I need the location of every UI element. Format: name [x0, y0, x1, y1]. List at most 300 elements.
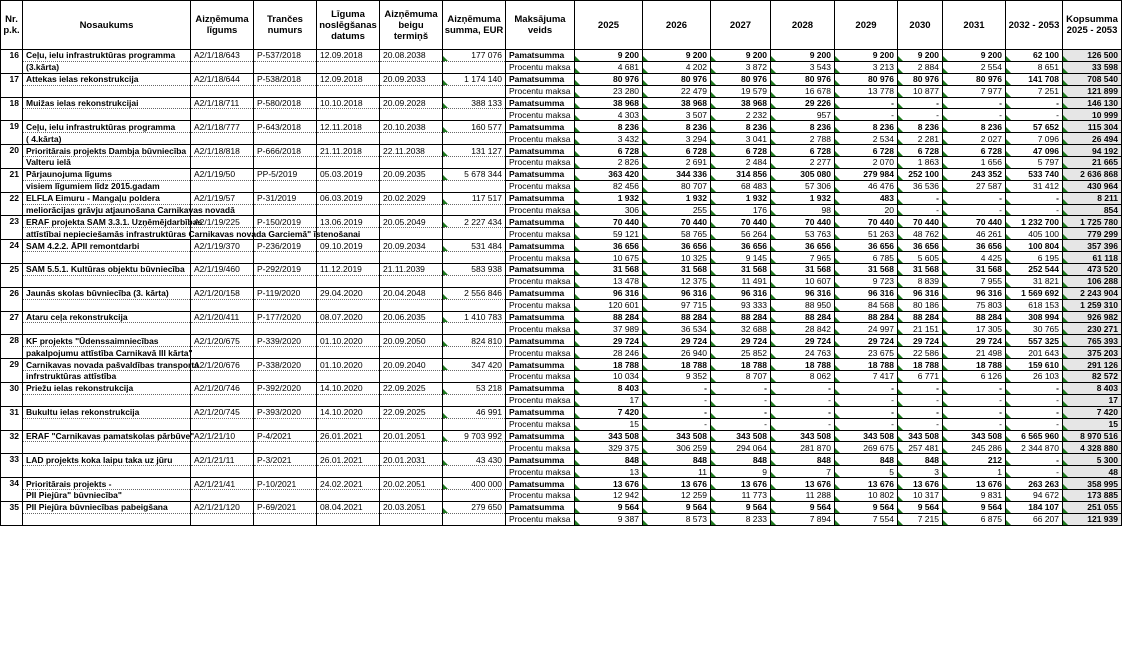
year-value: 26 940	[643, 347, 711, 359]
cell-indicator-icon	[1063, 353, 1068, 358]
year-value: 70 440	[771, 216, 835, 228]
cell-indicator-icon	[943, 353, 948, 358]
cell-indicator-icon	[643, 234, 648, 239]
cell-indicator-icon	[711, 341, 716, 346]
empty-cell	[443, 442, 506, 454]
year-value: 56 264	[711, 228, 771, 240]
year-value: 6 565 960	[1006, 430, 1063, 442]
year-value: 263 263	[1006, 478, 1063, 490]
loan-name-cont: infrstruktūras attīstība	[23, 371, 191, 383]
signed-date: 12.09.2018	[317, 50, 380, 62]
year-value: 7 977	[943, 85, 1006, 97]
year-value: 10 802	[835, 489, 898, 501]
loan-name: Prioritārais projekts -	[23, 478, 191, 490]
cell-indicator-icon	[835, 460, 840, 465]
cell-indicator-icon	[1063, 163, 1068, 168]
cell-indicator-icon	[443, 222, 448, 227]
year-value: -	[943, 394, 1006, 406]
cell-indicator-icon	[1063, 317, 1068, 322]
empty-cell	[254, 466, 317, 478]
year-value: 9	[711, 466, 771, 478]
cell-indicator-icon	[835, 151, 840, 156]
cell-indicator-icon	[771, 365, 776, 370]
cell-indicator-icon	[771, 234, 776, 239]
payment-type: Pamatsumma	[506, 145, 575, 157]
cell-indicator-icon	[771, 484, 776, 489]
signed-date: 01.10.2020	[317, 359, 380, 371]
empty-cell	[443, 180, 506, 192]
year-value: 80 976	[898, 73, 943, 85]
empty-cell	[254, 133, 317, 145]
empty-cell	[380, 489, 443, 501]
cell-indicator-icon	[643, 199, 648, 204]
loan-amount: 5 678 344	[443, 168, 506, 180]
year-value: 483	[835, 192, 898, 204]
total-value: 2 243 904	[1063, 287, 1122, 299]
year-value: 9 200	[711, 50, 771, 62]
row-number: 33	[1, 454, 23, 478]
year-value: 29 724	[711, 335, 771, 347]
year-value: -	[771, 394, 835, 406]
total-value: 121 939	[1063, 513, 1122, 525]
total-value: 10 999	[1063, 109, 1122, 121]
cell-indicator-icon	[1063, 115, 1068, 120]
table-row	[1, 489, 1122, 501]
year-value: 3 294	[643, 133, 711, 145]
cell-indicator-icon	[1063, 448, 1068, 453]
cell-indicator-icon	[943, 425, 948, 430]
cell-indicator-icon	[835, 127, 840, 132]
cell-indicator-icon	[711, 306, 716, 311]
cell-indicator-icon	[711, 413, 716, 418]
empty-cell	[254, 489, 317, 501]
row-number: 25	[1, 264, 23, 288]
year-value: -	[898, 418, 943, 430]
cell-indicator-icon	[771, 56, 776, 61]
cell-indicator-icon	[1006, 413, 1011, 418]
empty-cell	[317, 252, 380, 264]
empty-cell	[443, 466, 506, 478]
table-row	[1, 228, 1122, 240]
year-value: 5 605	[898, 252, 943, 264]
payment-type: Procentu maksa	[506, 371, 575, 383]
empty-cell	[317, 418, 380, 430]
total-value: 173 885	[1063, 489, 1122, 501]
year-value: -	[711, 406, 771, 418]
cell-indicator-icon	[443, 436, 448, 441]
end-date: 20.09.2050	[380, 335, 443, 347]
cell-indicator-icon	[711, 508, 716, 513]
cell-indicator-icon	[898, 448, 903, 453]
signed-date: 13.06.2019	[317, 216, 380, 228]
empty-cell	[254, 299, 317, 311]
end-date: 20.05.2049	[380, 216, 443, 228]
cell-indicator-icon	[643, 56, 648, 61]
end-date: 20.01.2051	[380, 430, 443, 442]
empty-cell	[380, 85, 443, 97]
empty-cell	[254, 347, 317, 359]
year-value: 6 728	[711, 145, 771, 157]
year-value: 343 508	[643, 430, 711, 442]
cell-indicator-icon	[1063, 282, 1068, 287]
year-value: 29 724	[835, 335, 898, 347]
year-value: -	[898, 109, 943, 121]
empty-cell	[380, 513, 443, 525]
year-value: 3 432	[575, 133, 643, 145]
empty-cell	[380, 299, 443, 311]
cell-indicator-icon	[898, 222, 903, 227]
cell-indicator-icon	[771, 425, 776, 430]
payment-type: Procentu maksa	[506, 489, 575, 501]
year-value: 279 984	[835, 168, 898, 180]
signed-date: 26.01.2021	[317, 454, 380, 466]
cell-indicator-icon	[711, 425, 716, 430]
cell-indicator-icon	[575, 92, 580, 97]
year-value: 329 375	[575, 442, 643, 454]
loan-contract: A2/1/20/675	[191, 335, 254, 347]
year-value: 1 932	[771, 192, 835, 204]
cell-indicator-icon	[711, 68, 716, 73]
year-value: 88 284	[898, 311, 943, 323]
payment-type: Pamatsumma	[506, 121, 575, 133]
column-header: Aizņēmuma beigu termiņš	[380, 1, 443, 50]
end-date: 20.01.2031	[380, 454, 443, 466]
loan-contract: A2/1/18/644	[191, 73, 254, 85]
cell-indicator-icon	[898, 329, 903, 334]
year-value: 6 771	[898, 371, 943, 383]
year-value: 1 932	[575, 192, 643, 204]
year-value: 957	[771, 109, 835, 121]
year-value: 80 976	[575, 73, 643, 85]
payment-type: Procentu maksa	[506, 157, 575, 169]
empty-cell	[380, 371, 443, 383]
column-header: Aizņēmuma summa, EUR	[443, 1, 506, 50]
year-value: -	[835, 406, 898, 418]
cell-indicator-icon	[943, 270, 948, 275]
loan-contract: A2/1/18/643	[191, 50, 254, 62]
year-value: 10 325	[643, 252, 711, 264]
year-value: 308 994	[1006, 311, 1063, 323]
cell-indicator-icon	[943, 258, 948, 263]
year-value: 13 676	[711, 478, 771, 490]
empty-cell	[317, 275, 380, 287]
tranche-number: P-666/2018	[254, 145, 317, 157]
year-value: 8 236	[835, 121, 898, 133]
year-value: 57 306	[771, 180, 835, 192]
year-value: 88 284	[711, 311, 771, 323]
loan-name: Jaunās skolas būvniecība (3. kārta)	[23, 287, 191, 299]
cell-indicator-icon	[943, 127, 948, 132]
year-value: 58 765	[643, 228, 711, 240]
cell-indicator-icon	[943, 365, 948, 370]
empty-cell	[317, 489, 380, 501]
year-value: -	[643, 382, 711, 394]
year-value: -	[643, 394, 711, 406]
year-value: 24 763	[771, 347, 835, 359]
end-date: 22.09.2025	[380, 406, 443, 418]
cell-indicator-icon	[443, 341, 448, 346]
cell-indicator-icon	[1063, 270, 1068, 275]
cell-indicator-icon	[943, 246, 948, 251]
cell-indicator-icon	[943, 401, 948, 406]
empty-cell	[380, 228, 443, 240]
year-value: 9 145	[711, 252, 771, 264]
year-value: 343 508	[575, 430, 643, 442]
year-value: 8 573	[643, 513, 711, 525]
cell-indicator-icon	[1006, 199, 1011, 204]
cell-indicator-icon	[898, 199, 903, 204]
cell-indicator-icon	[575, 294, 580, 299]
year-value: 7 096	[1006, 133, 1063, 145]
year-value: 46 476	[835, 180, 898, 192]
payment-type: Pamatsumma	[506, 454, 575, 466]
year-value: 1 863	[898, 157, 943, 169]
cell-indicator-icon	[643, 365, 648, 370]
total-value: 8 211	[1063, 192, 1122, 204]
cell-indicator-icon	[575, 258, 580, 263]
year-value: 2 884	[898, 61, 943, 73]
year-value: -	[711, 394, 771, 406]
table-row	[1, 240, 1122, 252]
year-value: 70 440	[835, 216, 898, 228]
year-value: 9 200	[943, 50, 1006, 62]
cell-indicator-icon	[643, 484, 648, 489]
cell-indicator-icon	[943, 436, 948, 441]
year-value: 16 678	[771, 85, 835, 97]
cell-indicator-icon	[575, 413, 580, 418]
cell-indicator-icon	[835, 508, 840, 513]
year-value: 70 440	[575, 216, 643, 228]
year-value: 8 233	[711, 513, 771, 525]
cell-indicator-icon	[943, 496, 948, 501]
cell-indicator-icon	[771, 246, 776, 251]
cell-indicator-icon	[898, 258, 903, 263]
year-value: 343 508	[711, 430, 771, 442]
loan-amount: 531 484	[443, 240, 506, 252]
year-value: 201 643	[1006, 347, 1063, 359]
year-value: 36 534	[643, 323, 711, 335]
total-value: 8 403	[1063, 382, 1122, 394]
cell-indicator-icon	[643, 282, 648, 287]
tranche-number: P-236/2019	[254, 240, 317, 252]
year-value: 5	[835, 466, 898, 478]
empty-cell	[191, 418, 254, 430]
year-value: 19 579	[711, 85, 771, 97]
payment-type: Pamatsumma	[506, 478, 575, 490]
cell-indicator-icon	[835, 377, 840, 382]
empty-cell	[254, 513, 317, 525]
year-value: 2 554	[943, 61, 1006, 73]
year-value: 2 232	[711, 109, 771, 121]
cell-indicator-icon	[1006, 341, 1011, 346]
year-value: 243 352	[943, 168, 1006, 180]
year-value: 176	[711, 204, 771, 216]
cell-indicator-icon	[1063, 425, 1068, 430]
year-value: 13 676	[943, 478, 1006, 490]
year-value: 257 481	[898, 442, 943, 454]
cell-indicator-icon	[575, 282, 580, 287]
cell-indicator-icon	[643, 115, 648, 120]
year-value: 18 788	[771, 359, 835, 371]
cell-indicator-icon	[898, 436, 903, 441]
year-value: 3 543	[771, 61, 835, 73]
cell-indicator-icon	[643, 103, 648, 108]
cell-indicator-icon	[1063, 127, 1068, 132]
year-value: 46 261	[943, 228, 1006, 240]
cell-indicator-icon	[1063, 80, 1068, 85]
tranche-number: P-4/2021	[254, 430, 317, 442]
year-value: 15	[575, 418, 643, 430]
year-value: 96 316	[575, 287, 643, 299]
empty-cell	[380, 442, 443, 454]
cell-indicator-icon	[1006, 496, 1011, 501]
cell-indicator-icon	[771, 199, 776, 204]
loan-amount: 9 703 992	[443, 430, 506, 442]
year-value: 38 968	[643, 97, 711, 109]
row-number: 18	[1, 97, 23, 121]
year-value: 314 856	[711, 168, 771, 180]
table-row	[1, 97, 1122, 109]
cell-indicator-icon	[575, 246, 580, 251]
empty-cell	[443, 418, 506, 430]
table-row	[1, 347, 1122, 359]
year-value: 31 568	[711, 264, 771, 276]
payment-type: Procentu maksa	[506, 204, 575, 216]
table-row	[1, 180, 1122, 192]
loan-name: Muižas ielas rekonstrukcijai	[23, 97, 191, 109]
cell-indicator-icon	[835, 199, 840, 204]
year-value: 1 932	[643, 192, 711, 204]
cell-indicator-icon	[1006, 222, 1011, 227]
cell-indicator-icon	[1006, 151, 1011, 156]
table-row	[1, 406, 1122, 418]
cell-indicator-icon	[771, 413, 776, 418]
year-value: 533 740	[1006, 168, 1063, 180]
row-number: 20	[1, 145, 23, 169]
cell-indicator-icon	[643, 389, 648, 394]
total-value: 430 964	[1063, 180, 1122, 192]
year-value: 848	[771, 454, 835, 466]
cell-indicator-icon	[943, 508, 948, 513]
year-value: 8 651	[1006, 61, 1063, 73]
cell-indicator-icon	[443, 484, 448, 489]
year-value: 70 440	[898, 216, 943, 228]
empty-cell	[191, 371, 254, 383]
payment-type: Pamatsumma	[506, 240, 575, 252]
cell-indicator-icon	[898, 56, 903, 61]
empty-cell	[380, 275, 443, 287]
year-value: 9 564	[835, 501, 898, 513]
empty-cell	[443, 394, 506, 406]
cell-indicator-icon	[643, 139, 648, 144]
year-value: 10 877	[898, 85, 943, 97]
column-header: 2032 - 2053	[1006, 1, 1063, 50]
tranche-number: PP-5/2019	[254, 168, 317, 180]
payment-type: Procentu maksa	[506, 228, 575, 240]
cell-indicator-icon	[1063, 436, 1068, 441]
payment-type: Procentu maksa	[506, 513, 575, 525]
empty-cell	[191, 252, 254, 264]
payment-type: Pamatsumma	[506, 430, 575, 442]
cell-indicator-icon	[1063, 234, 1068, 239]
year-value: -	[943, 418, 1006, 430]
cell-indicator-icon	[835, 222, 840, 227]
year-value: -	[1006, 406, 1063, 418]
table-row	[1, 418, 1122, 430]
cell-indicator-icon	[835, 92, 840, 97]
loan-name-cont: ( 4.kārta)	[23, 133, 191, 145]
table-row	[1, 275, 1122, 287]
year-value: -	[835, 382, 898, 394]
year-value: 8 236	[898, 121, 943, 133]
cell-indicator-icon	[1063, 139, 1068, 144]
empty-cell	[317, 394, 380, 406]
end-date: 20.10.2038	[380, 121, 443, 133]
total-value: 82 572	[1063, 371, 1122, 383]
cell-indicator-icon	[1063, 187, 1068, 192]
year-value: 32 688	[711, 323, 771, 335]
year-value: 18 788	[898, 359, 943, 371]
cell-indicator-icon	[643, 496, 648, 501]
cell-indicator-icon	[771, 377, 776, 382]
loan-name: Carnikavas novada pašvaldības transporta	[23, 359, 191, 371]
cell-indicator-icon	[835, 448, 840, 453]
cell-indicator-icon	[711, 258, 716, 263]
cell-indicator-icon	[711, 103, 716, 108]
cell-indicator-icon	[1006, 389, 1011, 394]
loan-name-cont	[23, 252, 191, 264]
end-date: 22.09.2025	[380, 382, 443, 394]
total-value: 21 665	[1063, 157, 1122, 169]
loan-contract: A2/1/19/225	[191, 216, 254, 228]
table-row	[1, 454, 1122, 466]
cell-indicator-icon	[943, 175, 948, 180]
total-value: 94 192	[1063, 145, 1122, 157]
cell-indicator-icon	[643, 317, 648, 322]
year-value: 9 564	[943, 501, 1006, 513]
cell-indicator-icon	[835, 317, 840, 322]
cell-indicator-icon	[1006, 448, 1011, 453]
cell-indicator-icon	[1063, 341, 1068, 346]
cell-indicator-icon	[771, 341, 776, 346]
year-value: 9 200	[898, 50, 943, 62]
year-value: 8 707	[711, 371, 771, 383]
year-value: 96 316	[711, 287, 771, 299]
cell-indicator-icon	[898, 377, 903, 382]
loan-amount: 1 410 783	[443, 311, 506, 323]
year-value: 848	[643, 454, 711, 466]
cell-indicator-icon	[643, 413, 648, 418]
year-value: 20	[835, 204, 898, 216]
loan-name: LAD projekts koka laipu taka uz jūru	[23, 454, 191, 466]
table-row	[1, 430, 1122, 442]
year-value: 4 202	[643, 61, 711, 73]
year-value: 94 672	[1006, 489, 1063, 501]
payment-type: Pamatsumma	[506, 168, 575, 180]
loan-name: ERAF "Carnikavas pamatskolas pārbūve"	[23, 430, 191, 442]
table-row	[1, 50, 1122, 62]
cell-indicator-icon	[1006, 436, 1011, 441]
year-value: 120 601	[575, 299, 643, 311]
cell-indicator-icon	[771, 436, 776, 441]
cell-indicator-icon	[711, 294, 716, 299]
year-value: 6 728	[771, 145, 835, 157]
cell-indicator-icon	[643, 68, 648, 73]
tranche-number: P-10/2021	[254, 478, 317, 490]
cell-indicator-icon	[575, 151, 580, 156]
tranche-number: P-292/2019	[254, 264, 317, 276]
cell-indicator-icon	[1063, 377, 1068, 382]
